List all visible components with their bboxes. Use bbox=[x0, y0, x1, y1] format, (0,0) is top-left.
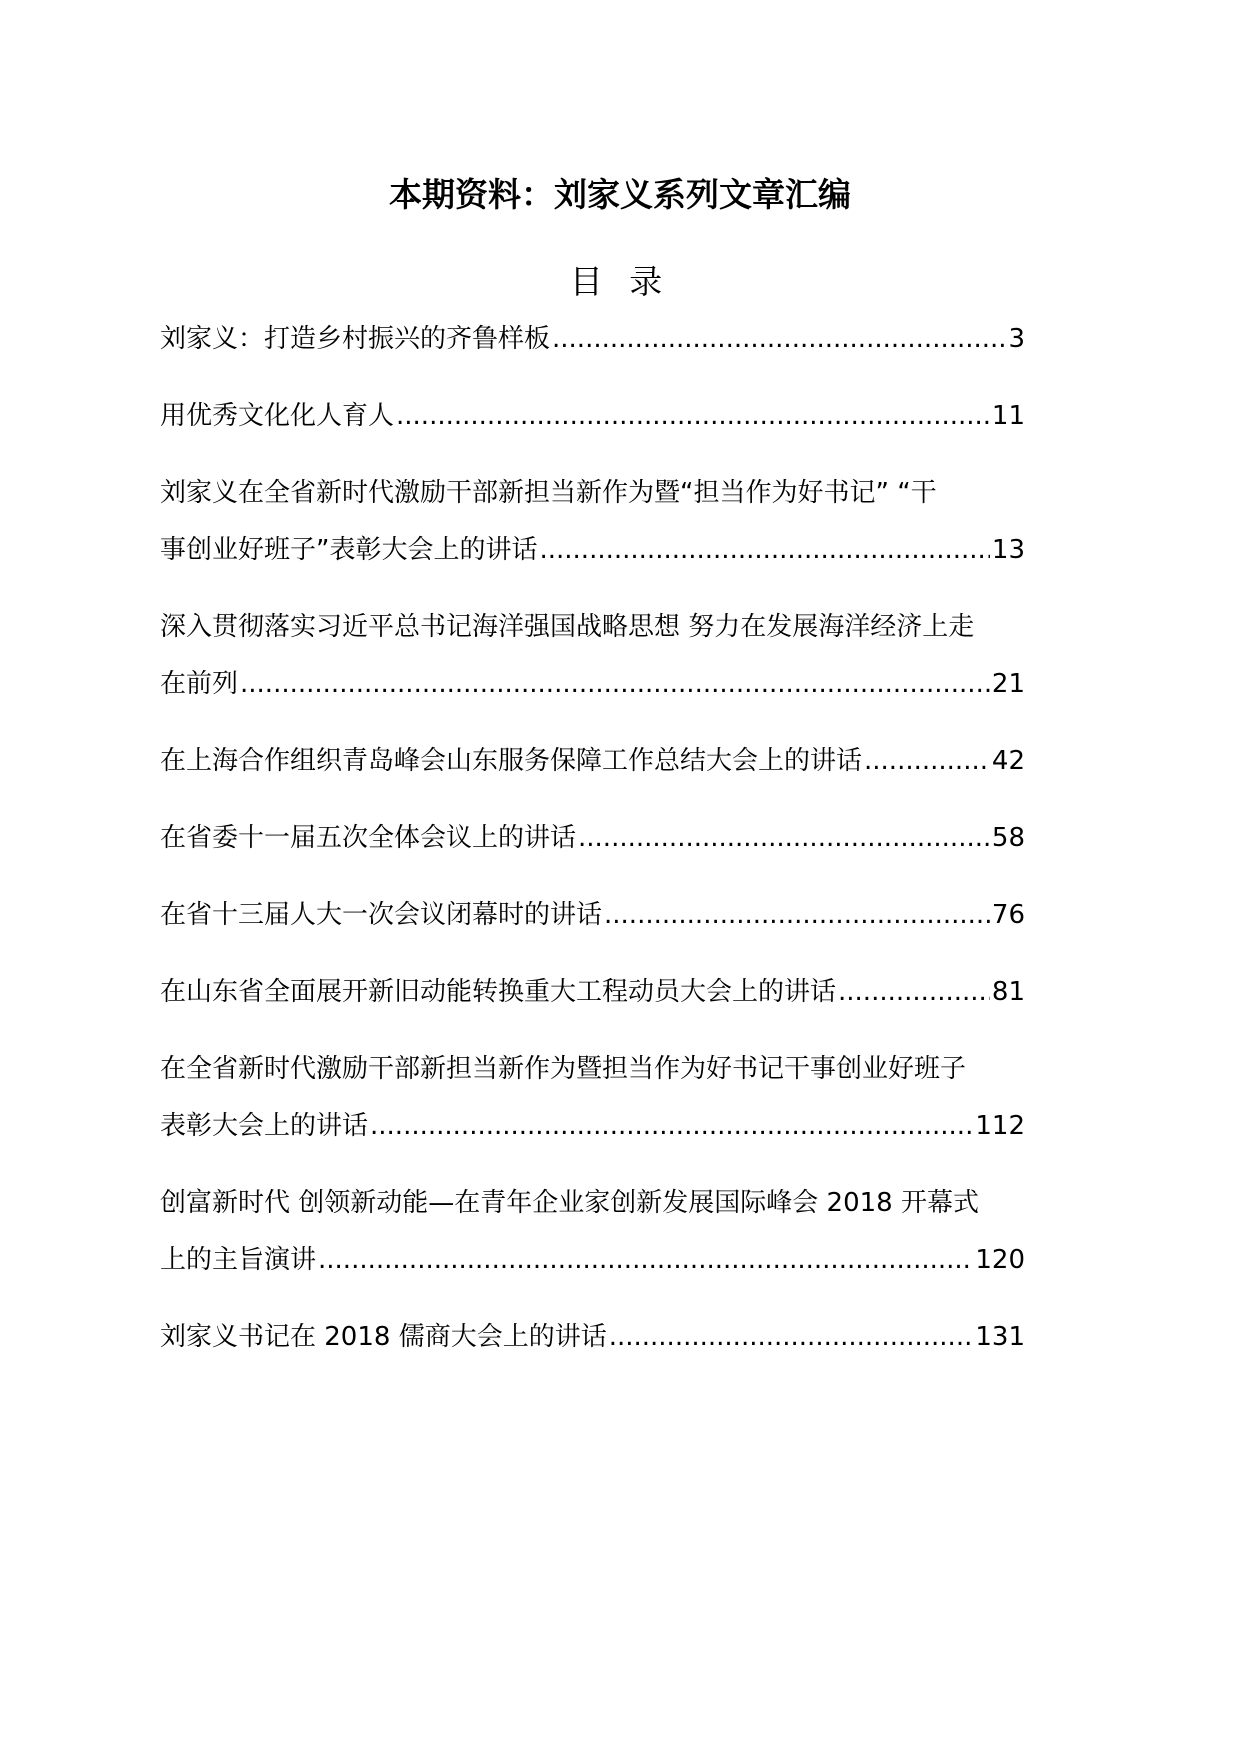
toc-entry[interactable] bbox=[160, 1184, 1100, 1279]
dot-leader bbox=[396, 397, 990, 435]
toc-entry[interactable] bbox=[160, 1318, 1025, 1356]
document-title: 本期资料：刘家义系列文章汇编 bbox=[389, 175, 851, 214]
dot-leader bbox=[838, 973, 990, 1011]
toc-page-number: 76 bbox=[991, 900, 1025, 930]
dot-leader bbox=[604, 896, 990, 934]
toc-entry[interactable] bbox=[160, 1050, 1100, 1145]
toc-entry-title: 在全省新时代激励干部新担当新作为暨担当作为好书记干事创业好班子 bbox=[160, 1054, 967, 1084]
toc-page-number: 58 bbox=[991, 823, 1025, 853]
toc-entry-title: 在山东省全面展开新旧动能转换重大工程动员大会上的讲话 bbox=[160, 977, 837, 1007]
dot-leader bbox=[318, 1241, 973, 1279]
toc-entry-title: 创富新时代 创领新动能—在青年企业家创新发展国际峰会 2018 开幕式 bbox=[160, 1188, 979, 1218]
toc-page-number: 81 bbox=[991, 977, 1025, 1007]
toc-entry-title: 在省委十一届五次全体会议上的讲话 bbox=[160, 823, 577, 853]
toc-page-number: 131 bbox=[975, 1322, 1025, 1352]
toc-entry-title: 用优秀文化化人育人 bbox=[160, 401, 395, 431]
dot-leader bbox=[864, 742, 990, 780]
toc-entry[interactable] bbox=[160, 742, 1025, 780]
toc-page-number: 3 bbox=[1008, 324, 1025, 354]
dot-leader bbox=[578, 819, 990, 857]
toc-entry[interactable] bbox=[160, 608, 1100, 703]
dot-leader bbox=[370, 1107, 973, 1145]
toc-entry-title: 在前列 bbox=[160, 669, 239, 699]
dot-leader bbox=[609, 1318, 974, 1356]
toc-entry[interactable] bbox=[160, 397, 1025, 435]
toc-page-number: 13 bbox=[991, 535, 1025, 565]
toc-entry[interactable] bbox=[160, 320, 1025, 358]
toc-entry-title: 上的主旨演讲 bbox=[160, 1245, 317, 1275]
toc-page-number: 112 bbox=[975, 1111, 1025, 1141]
toc-heading: 目 录 bbox=[569, 262, 671, 301]
dot-leader bbox=[539, 531, 989, 569]
toc-entry-title: 在省十三届人大一次会议闭幕时的讲话 bbox=[160, 900, 603, 930]
toc-page-number: 120 bbox=[975, 1245, 1025, 1275]
dot-leader bbox=[552, 320, 1006, 358]
toc-entry[interactable] bbox=[160, 973, 1025, 1011]
toc-entry[interactable] bbox=[160, 474, 1100, 569]
toc-page-number: 42 bbox=[991, 746, 1025, 776]
toc-page-number: 21 bbox=[991, 669, 1025, 699]
toc-entry[interactable] bbox=[160, 896, 1025, 934]
toc-entry-title: 刘家义在全省新时代激励干部新担当新作为暨“担当作为好书记” “干 bbox=[160, 478, 937, 508]
toc-entry-title: 刘家义书记在 2018 儒商大会上的讲话 bbox=[160, 1322, 607, 1352]
toc-entry-title: 事创业好班子”表彰大会上的讲话 bbox=[160, 535, 538, 565]
toc-entry-title: 刘家义：打造乡村振兴的齐鲁样板 bbox=[160, 324, 551, 354]
toc-entry-title: 在上海合作组织青岛峰会山东服务保障工作总结大会上的讲话 bbox=[160, 746, 863, 776]
toc-entry[interactable] bbox=[160, 819, 1025, 857]
toc-entry-title: 表彰大会上的讲话 bbox=[160, 1111, 369, 1141]
toc-entry-title: 深入贯彻落实习近平总书记海洋强国战略思想 努力在发展海洋经济上走 bbox=[160, 612, 975, 642]
dot-leader bbox=[240, 665, 990, 703]
toc-page-number: 11 bbox=[991, 401, 1025, 431]
